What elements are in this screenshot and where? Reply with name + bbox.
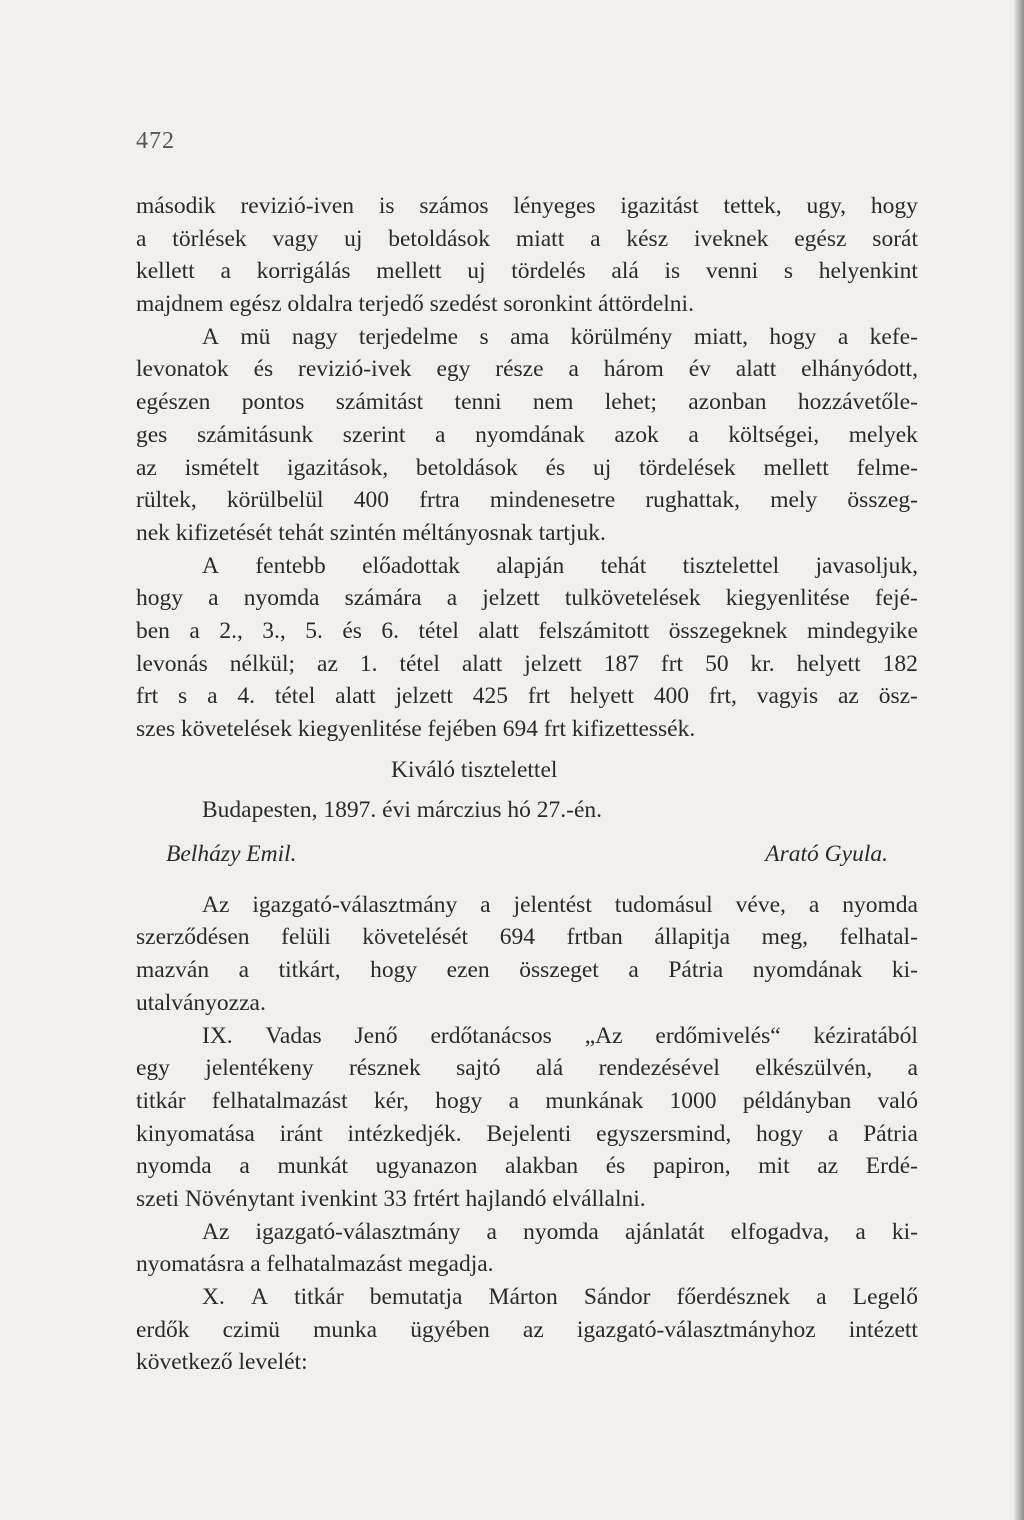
text-line: második revizió-iven is számos lényeges igazitást tettek, ugy, hogy: [136, 193, 918, 219]
text-line: levonás nélkül; az 1. tétel alatt jelzett 187 frt 50 kr. helyett 182: [136, 650, 918, 677]
paragraph: [136, 1216, 918, 1281]
paragraph: [136, 550, 918, 746]
signature-left: Belházy Emil.: [166, 841, 297, 868]
text-line: rültek, körülbelül 400 frtra mindenesetre rughattak, mely összeg-: [136, 487, 918, 514]
text-line: frt s a 4. tétel alatt jelzett 425 frt helyett 400 frt, vagyis az ösz-: [136, 683, 918, 710]
text-line: a törlések vagy uj betoldások miatt a kész iveknek egész sorát: [136, 225, 918, 252]
text-line: egészen pontos számitást tenni nem lehet; azonban hozzávetőle-: [136, 389, 918, 416]
text-line: szerződésen felüli követelését 694 frtban állapitja meg, felhatal-: [136, 924, 918, 951]
paragraph: [136, 1020, 918, 1216]
text-line: titkár felhatalmazást kér, hogy a munkának 1000 példányban való: [136, 1087, 918, 1114]
page-number: 472: [136, 128, 175, 154]
text-line: A mü nagy terjedelme s ama körülmény miatt, hogy a kefe-: [202, 323, 918, 350]
text-line: ben a 2., 3., 5. és 6. tétel alatt felszámitott összegeknek mindegyike: [136, 617, 918, 644]
paragraphs-after-closing: [136, 889, 918, 1379]
text-line: majdnem egész oldalra terjedő szedést soronkint áttördelni.: [136, 291, 694, 318]
text-line: levonatok és revizió-ivek egy része a három év alatt elhányódott,: [136, 356, 918, 383]
paragraphs-before-closing: [136, 190, 918, 746]
text-line: Az igazgató-választmány a jelentést tudomásul véve, a nyomda: [202, 891, 918, 918]
text-line: az ismételt igazitások, betoldások és uj tördelések mellett felme-: [136, 454, 918, 481]
signature-right: Arató Gyula.: [765, 841, 888, 868]
text-line: X. A titkár bemutatja Márton Sándor főerdésznek a Legelő: [202, 1284, 918, 1310]
text-line: hogy a nyomda számára a jelzett tulkövetelések kiegyenlitése fejé-: [136, 585, 918, 612]
text-line: A fentebb előadottak alapján tehát tisztelettel javasoljuk,: [202, 552, 918, 579]
page-edge-shadow: [1014, 0, 1024, 1520]
closing-place-date: Budapesten, 1897. évi márczius hó 27.-én.: [202, 797, 603, 824]
text-line: nek kifizetését tehát szintén méltányosnak tartjuk.: [136, 519, 606, 546]
closing-salutation: Kiváló tisztelettel: [391, 756, 558, 783]
text-line: nyomatásra a felhatalmazást megadja.: [136, 1251, 494, 1278]
text-line: utalványozza.: [136, 989, 266, 1016]
text-line: nyomda a munkát ugyanazon alakban és papiron, mit az Erdé-: [136, 1153, 918, 1180]
text-line: erdők czimü munka ügyében az igazgató-választmányhoz intézett: [136, 1316, 918, 1343]
text-line: kellett a korrigálás mellett uj tördelés alá is venni s helyenkint: [136, 258, 918, 285]
paragraph: [136, 889, 918, 1020]
section-gap: [136, 871, 918, 889]
text-line: mazván a titkárt, hogy ezen összeget a Pátria nyomdának ki-: [136, 957, 918, 984]
signatures: [136, 838, 918, 871]
text-line: szes követelések kiegyenlitése fejében 694 frt kifizettessék.: [136, 716, 696, 742]
text-line: ges számitásunk szerint a nyomdának azok a költségei, melyek: [136, 421, 918, 448]
text-line: IX. Vadas Jenő erdőtanácsos „Az erdőmivelés“ kéziratából: [202, 1022, 918, 1049]
text-line: következő levelét:: [136, 1349, 308, 1376]
text-line: egy jelentékeny résznek sajtó alá rendezésével elkészülvén, a: [136, 1055, 918, 1082]
paragraph: [136, 1281, 918, 1379]
text-line: szeti Növénytant ivenkint 33 frtért hajlandó elvállalni.: [136, 1185, 646, 1212]
text-line: kinyomatása iránt intézkedjék. Bejelenti egyszersmind, hogy a Pátria: [136, 1120, 918, 1147]
page-body: [136, 190, 918, 1379]
text-line: Az igazgató-választmány a nyomda ajánlatát elfogadva, a ki-: [202, 1218, 918, 1245]
paragraph: [136, 190, 918, 321]
paragraph: [136, 321, 918, 550]
